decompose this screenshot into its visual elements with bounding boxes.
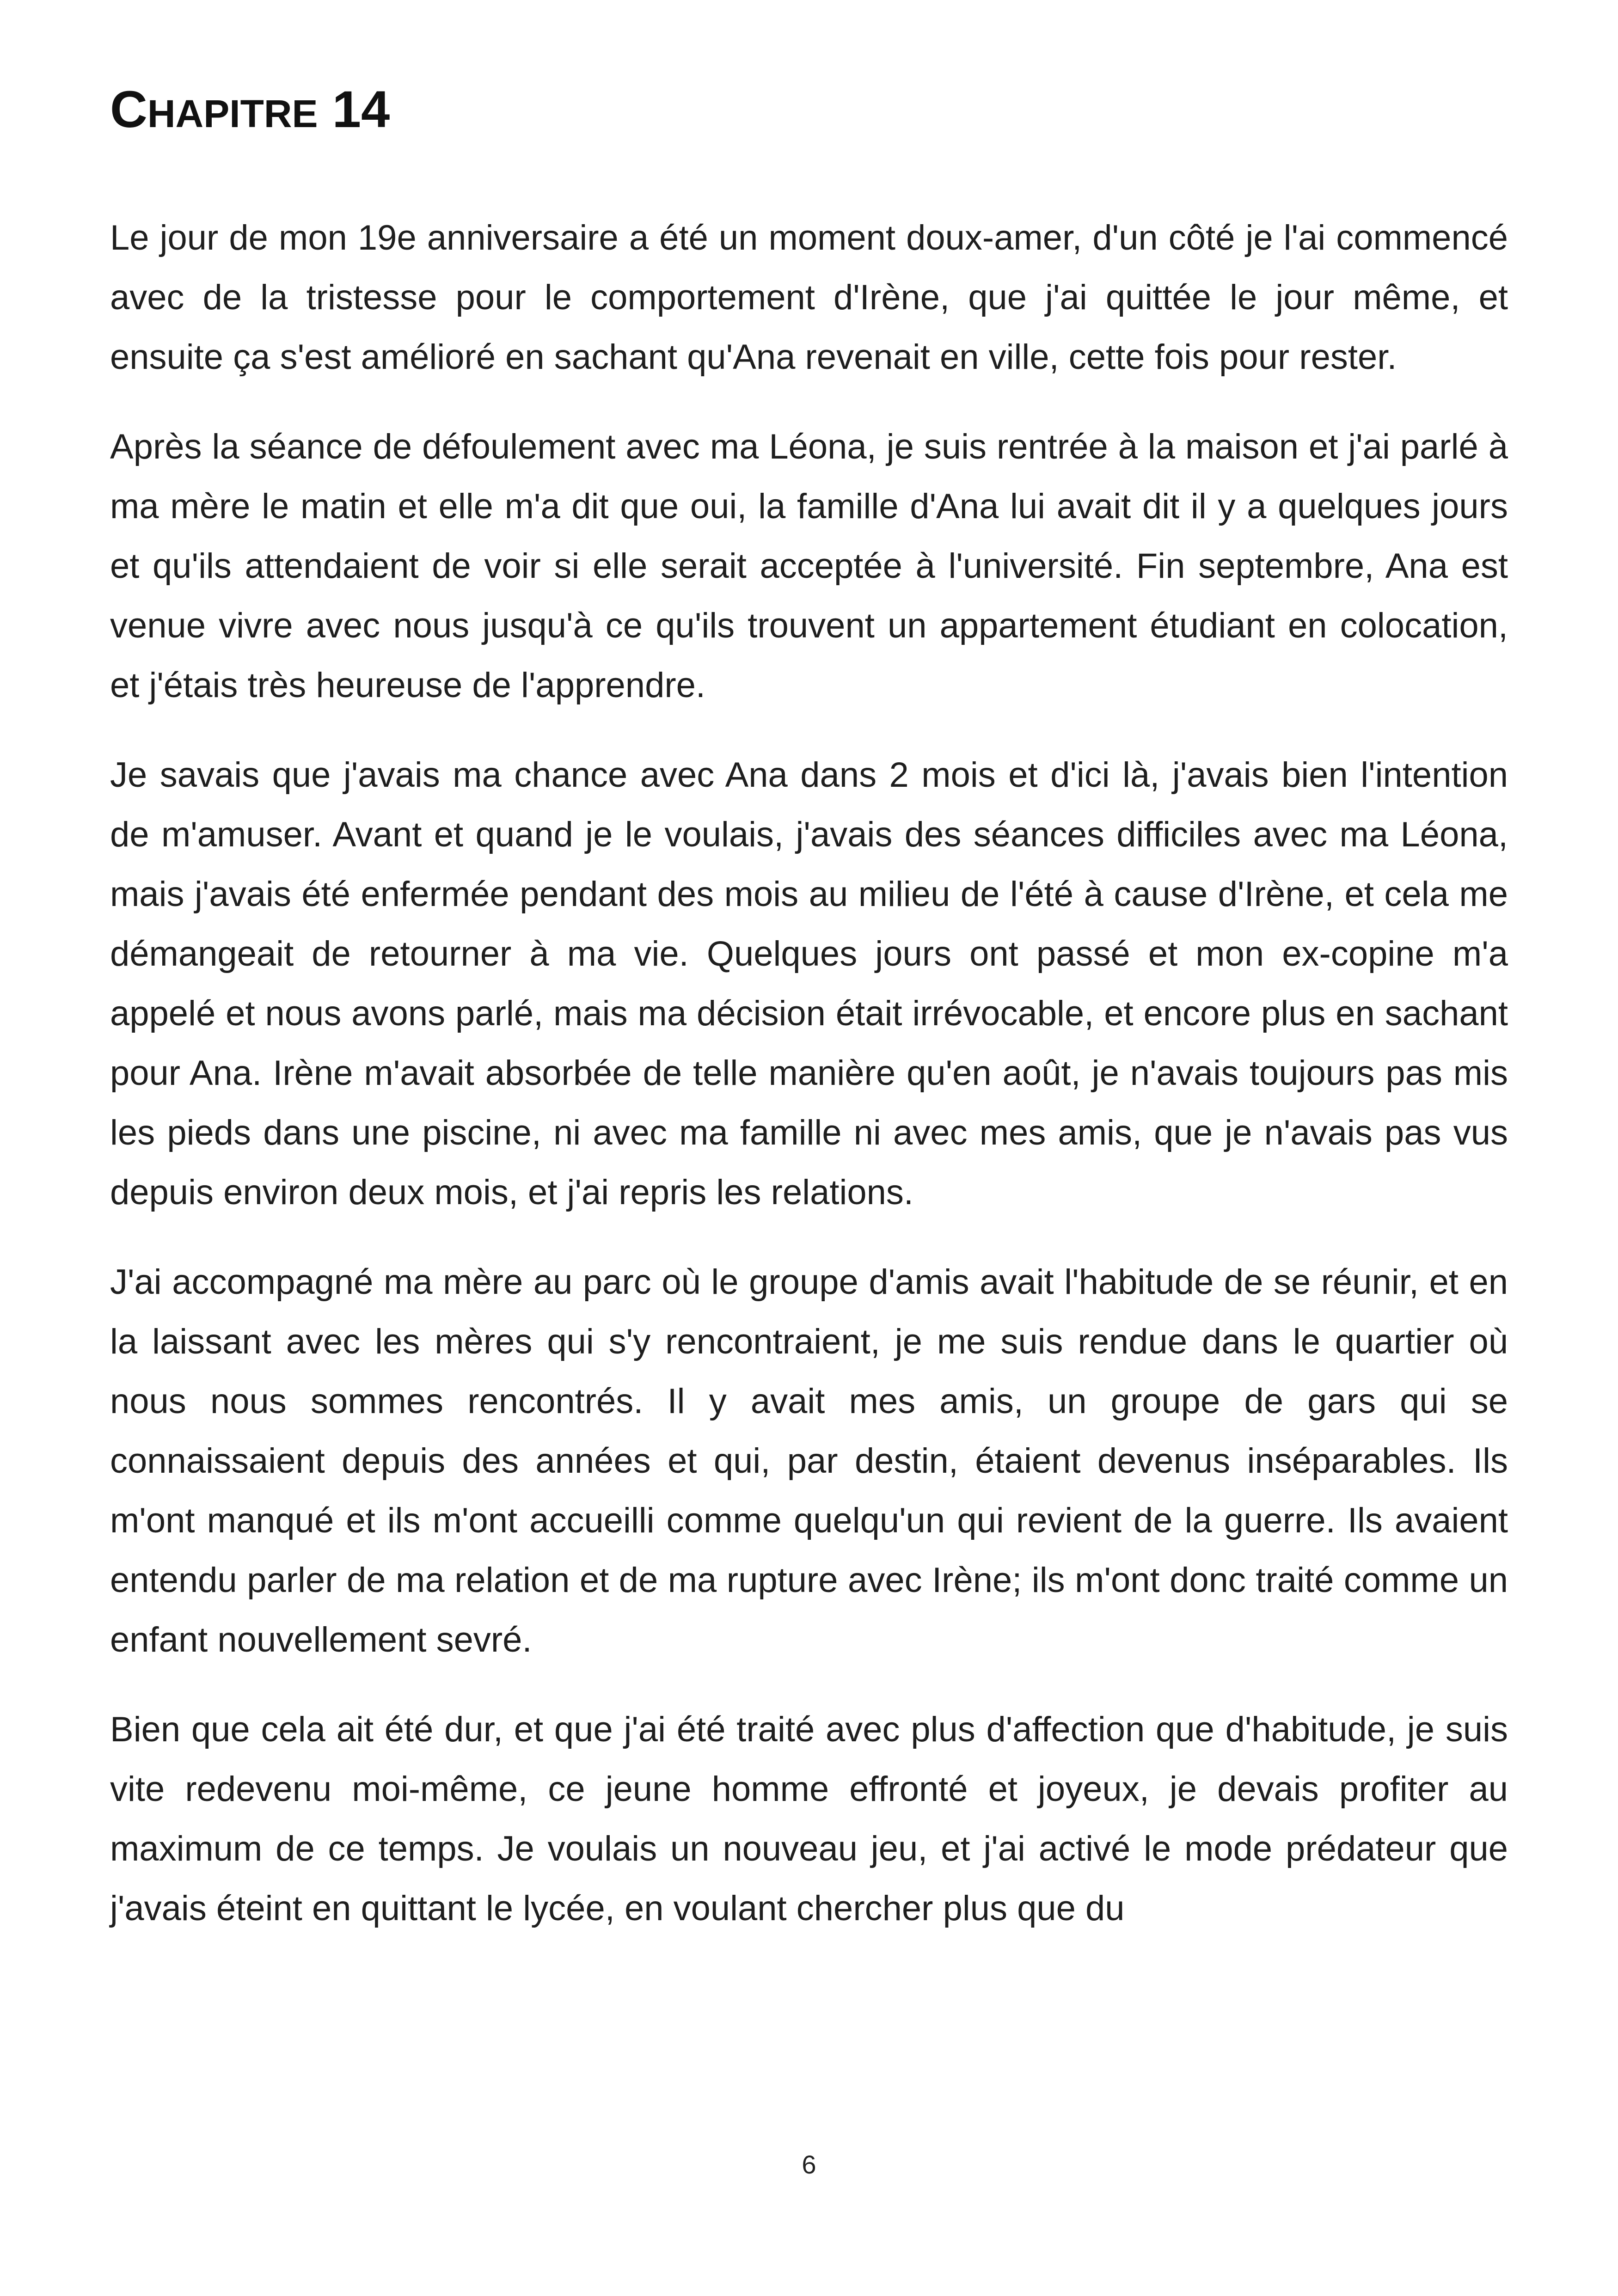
- paragraph-5: Bien que cela ait été dur, et que j'ai été traité avec plus d'affection que d'habitude, je suis vite redevenu moi-même, ce jeune homme effronté et joyeux, je devais profiter au maximum de ce temps. Je voulais un nouveau jeu, et j'ai activé le mode prédateur que j'avais éteint en quittant le lycée, en voulant chercher plus que du: [110, 1710, 1508, 1928]
- chapter-title-word: HAPITRE: [147, 92, 318, 135]
- chapter-body: [110, 208, 1508, 1968]
- paragraph-3: Je savais que j'avais ma chance avec Ana dans 2 mois et d'ici là, j'avais bien l'intention de m'amuser. Avant et quand je le voulais, j'avais des séances difficiles avec ma Léona, mais j'avais été enfermée pendant des mois au milieu de l'été à cause d'Irène, et cela me démangeait de retourner à ma vie. Quelques jours ont passé et mon ex-copine m'a appelé et nous avons parlé, mais ma décision était irrévocable, et encore plus en sachant pour Ana. Irène m'avait absorbée de telle manière qu'en août, je n'avais toujours pas mis les pieds dans une piscine, ni avec ma famille ni avec mes amis, que je n'avais pas vus depuis environ deux mois, et j'ai repris les relations.: [110, 755, 1508, 1212]
- paragraph-2: Après la séance de défoulement avec ma Léona, je suis rentrée à la maison et j'ai parlé à ma mère le matin et elle m'a dit que oui, la famille d'Ana lui avait dit il y a quelques jours et qu'ils attendaient de voir si elle serait acceptée à l'université. Fin septembre, Ana est venue vivre avec nous jusqu'à ce qu'ils trouvent un appartement étudiant en colocation, et j'étais très heureuse de l'apprendre.: [110, 427, 1508, 705]
- page-number: 6: [802, 2150, 816, 2179]
- chapter-title: [110, 81, 390, 138]
- paragraph-1: Le jour de mon 19e anniversaire a été un moment doux-amer, d'un côté je l'ai commencé avec de la tristesse pour le comportement d'Irène, que j'ai quittée le jour même, et ensuite ça s'est amélioré en sachant qu'Ana revenait en ville, cette fois pour rester.: [110, 218, 1508, 377]
- paragraph-4: J'ai accompagné ma mère au parc où le groupe d'amis avait l'habitude de se réunir, et en la laissant avec les mères qui s'y rencontraient, je me suis rendue dans le quartier où nous nous sommes rencontrés. Il y avait mes amis, un groupe de gars qui se connaissaient depuis des années et qui, par destin, étaient devenus inséparables. Ils m'ont manqué et ils m'ont accueilli comme quelqu'un qui revient de la guerre. Ils avaient entendu parler de ma relation et de ma rupture avec Irène; ils m'ont donc traité comme un enfant nouvellement sevré.: [110, 1262, 1508, 1659]
- chapter-title-number: 14: [332, 80, 390, 138]
- chapter-title-initial: C: [110, 80, 147, 138]
